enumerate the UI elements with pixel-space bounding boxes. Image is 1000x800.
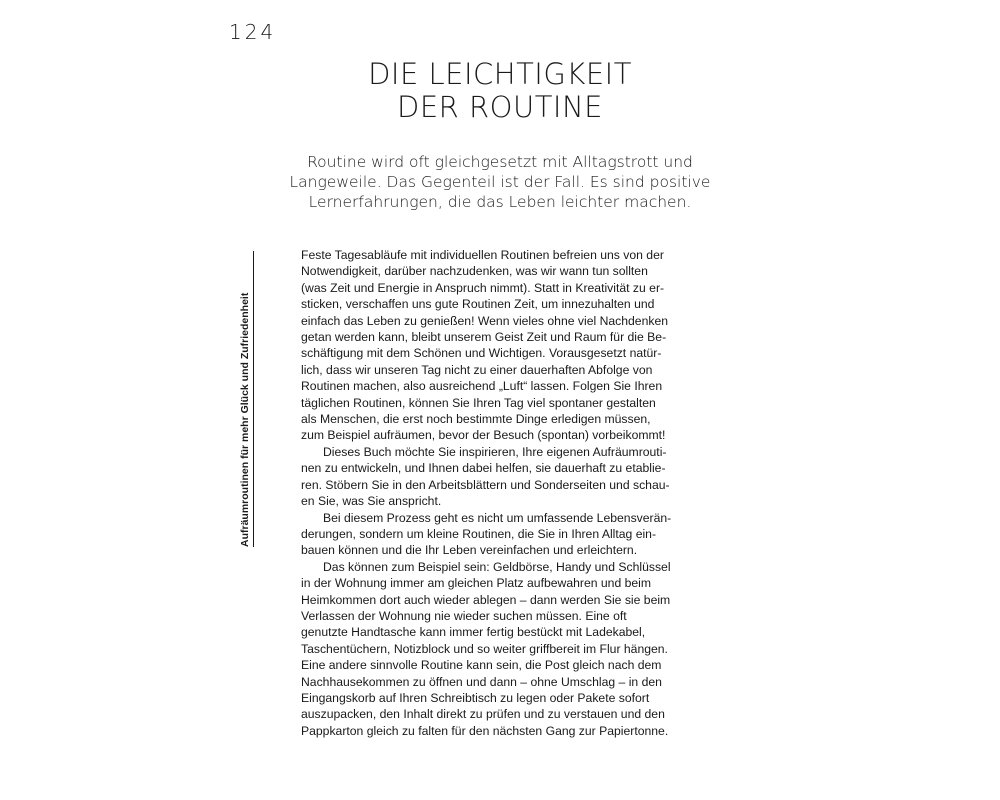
body-line: lich, dass wir unseren Tag nicht zu einer dauerhaften Abfolge von <box>301 362 653 377</box>
body-line-paragraph-start: Bei diesem Prozess geht es nicht um umfassende Lebensverän- <box>323 510 672 525</box>
title-line-1: DIE LEICHTIGKEIT <box>368 57 632 91</box>
body-line: Heimkommen dort auch wieder ablegen – dann werden Sie sie beim <box>301 592 671 607</box>
body-line: Eingangskorb auf Ihren Schreibtisch zu legen oder Pakete sofort <box>301 690 650 705</box>
body-line-paragraph-start: Das können zum Beispiel sein: Geldbörse, Handy und Schlüssel <box>323 559 671 574</box>
body-line: en Sie, was Sie anspricht. <box>301 494 442 509</box>
body-line: einfach das Leben zu genießen! Wenn vieles ohne viel Nachdenken <box>301 313 669 328</box>
body-line-paragraph-start: Dieses Buch möchte Sie inspirieren, Ihre eigenen Aufräumrouti- <box>323 444 667 459</box>
body-line: (was Zeit und Energie in Anspruch nimmt). Statt in Kreativität zu er- <box>301 280 665 295</box>
body-line: als Menschen, die erst noch bestimmte Dinge erledigen müssen, <box>301 412 651 427</box>
body-line: Feste Tagesabläufe mit individuellen Routinen befreien uns von der <box>301 248 664 262</box>
body-line: Verlassen der Wohnung nie wieder suchen müssen. Eine oft <box>301 608 627 623</box>
body-line: Taschentüchern, Notizblock und so weiter griffbereit im Flur hängen. <box>301 641 668 656</box>
body-line: Eine andere sinnvolle Routine kann sein, die Post gleich nach dem <box>301 658 662 673</box>
body-line: bauen können und die Ihr Leben vereinfachen und erleichtern. <box>301 543 638 558</box>
body-line: ren. Stöbern Sie in den Arbeitsblättern und Sonderseiten und schau- <box>301 477 670 492</box>
body-line: sticken, verschaffen uns gute Routinen Zeit, um innezuhalten und <box>301 297 655 312</box>
subtitle-line-1: Routine wird oft gleichgesetzt mit Alltagstrott und <box>307 153 693 171</box>
body-line: getan werden kann, bleibt unserem Geist Zeit und Raum für die Be- <box>301 330 667 345</box>
body-line: Nachhausekommen zu öffnen und dann – ohne Umschlag – in den <box>301 674 662 689</box>
side-chapter-title: Aufräumroutinen für mehr Glück und Zufriedenheit <box>236 251 254 547</box>
body-line: täglichen Routinen, können Sie Ihren Tag viel spontaner gestalten <box>301 395 656 410</box>
subtitle-line-3: Lernerfahrungen, die das Leben leichter machen. <box>308 193 692 211</box>
body-line: genutzte Handtasche kann immer fertig bestückt mit Ladekabel, <box>301 625 646 640</box>
subtitle <box>280 152 720 212</box>
body-line: nen zu entwickeln, und Ihnen dabei helfen, sie dauerhaft zu etablie- <box>301 461 666 476</box>
body-line: schäftigung mit dem Schönen und Wichtigen. Vorausgesetzt natür- <box>301 346 662 361</box>
body-line: Notwendigkeit, darüber nachzudenken, was wir wann tun sollten <box>301 264 648 279</box>
body-text <box>301 247 711 739</box>
page-number: 124 <box>229 20 277 44</box>
body-line: derungen, sondern um kleine Routinen, die Sie in Ihren Alltag ein- <box>301 526 657 541</box>
subtitle-line-2: Langeweile. Das Gegenteil ist der Fall. Es sind positive <box>289 173 711 191</box>
title-line-2: DER ROUTINE <box>396 90 603 124</box>
body-line: auszupacken, den Inhalt direkt zu prüfen und zu verstauen und den <box>301 707 665 722</box>
body-line: in der Wohnung immer am gleichen Platz aufbewahren und beim <box>301 576 652 591</box>
page-title <box>250 58 750 124</box>
body-line: Pappkarton gleich zu falten für den nächsten Gang zur Papiertonne. <box>301 723 669 738</box>
body-line: Routinen machen, also ausreichend „Luft“ lassen. Folgen Sie Ihren <box>301 379 663 394</box>
body-line: zum Beispiel aufräumen, bevor der Besuch (spontan) vorbeikommt! <box>301 428 666 443</box>
